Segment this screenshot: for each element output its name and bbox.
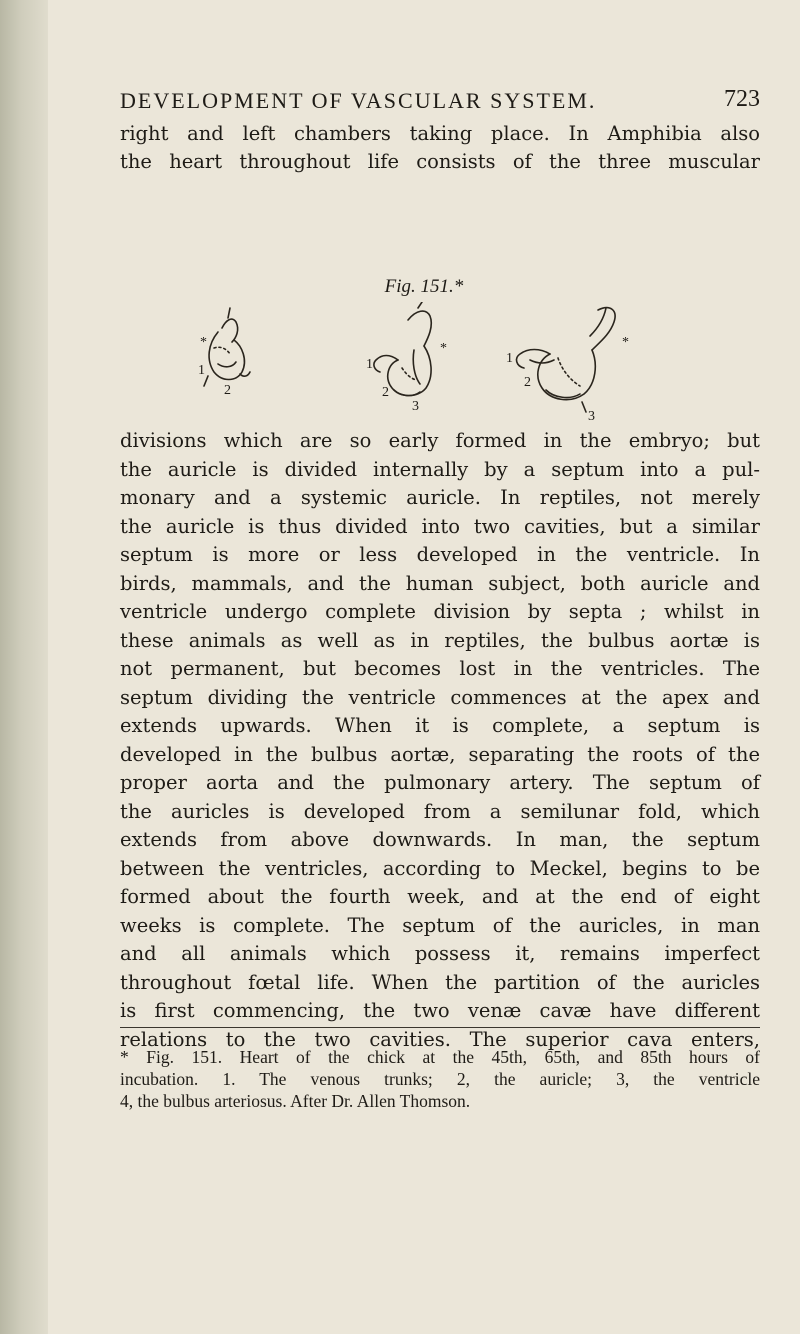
figure-caption: Fig. 151.* [384,276,464,297]
running-head: DEVELOPMENT OF VASCULAR SYSTEM. [120,88,597,113]
text-line: not permanent, but becomes lost in the ventricles. The [120,657,760,680]
text-line: these animals as well as in reptiles, the bulbus aortæ is [120,628,760,652]
text-line: the auricle is thus divided into two cavities, but a similar [120,514,760,538]
page-number: 723 [724,86,760,112]
heart-figure [178,302,698,420]
footnote-line: 4, the bulbus arteriosus. After Dr. Allen Thomson. [120,1091,471,1111]
text-line: extends from above downwards. In man, the septum [120,828,760,851]
heart-85th-hour-drawing [517,308,616,412]
text-line: birds, mammals, and the human subject, both auricle and [120,571,760,595]
label-1: 1 [366,357,373,372]
footnote-line: * Fig. 151. Heart of the chick at the 45th, 65th, and 85th hours of [120,1047,760,1067]
text-line: is first commencing, the two venæ cavæ have different [120,999,760,1022]
text-line: between the ventricles, according to Meckel, begins to be [120,856,760,880]
text-line: the auricle is divided internally by a septum into a pul- [120,457,760,481]
label-3: 3 [412,399,419,414]
text-line: proper aorta and the pulmonary artery. The septum of [120,771,760,794]
label-3: 3 [588,409,595,420]
text-line: relations to the two cavities. The superior cava enters, [120,1027,760,1051]
text-line: the heart throughout life consists of the three muscular [120,150,760,173]
footnote-line: incubation. 1. The venous trunks; 2, the auricle; 3, the ventricle [120,1069,760,1089]
text-line: ventricle undergo complete division by septa ; whilst in [120,600,760,623]
text-line: developed in the bulbus aortæ, separating the roots of the [120,742,760,766]
book-page [48,0,800,1334]
page-header [120,88,760,118]
paragraph-main [120,427,760,1054]
text-line: the auricles is developed from a semilunar fold, which [120,799,760,823]
label-asterisk: * [200,335,207,350]
text-line: extends upwards. When it is complete, a septum is [120,714,760,737]
heart-45th-hour-drawing [204,308,250,386]
label-asterisk: * [622,335,629,350]
text-line: weeks is complete. The septum of the auricles, in man [120,913,760,937]
text-line: right and left chambers taking place. In Amphibia also [120,122,760,145]
label-2: 2 [524,375,531,390]
text-line: septum dividing the ventricle commences at the apex and [120,685,760,709]
text-line: septum is more or less developed in the ventricle. In [120,543,760,566]
text-line: formed about the fourth week, and at the end of eight [120,885,760,908]
text-line: monary and a systemic auricle. In reptiles, not merely [120,486,760,509]
label-1: 1 [506,351,513,366]
heart-65th-hour-drawing [374,302,431,396]
label-2: 2 [382,385,389,400]
heart-illustration [178,302,698,420]
text-line: throughout fœtal life. When the partition of the auricles [120,970,760,994]
text-line: divisions which are so early formed in the embryo; but [120,429,760,452]
paragraph-top [120,120,760,176]
footnote [120,1046,760,1112]
book-spine-shadow [0,0,48,1334]
text-line: and all animals which possess it, remains imperfect [120,942,760,965]
footnote-divider [120,1027,760,1028]
label-2: 2 [224,383,231,398]
label-1: 1 [198,363,205,378]
label-asterisk: * [440,341,447,356]
